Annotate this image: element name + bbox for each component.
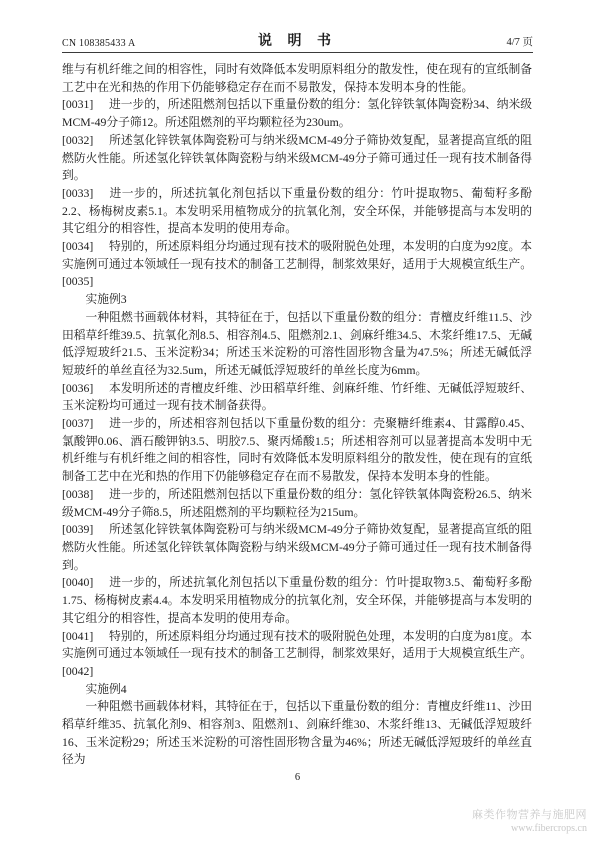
paragraph-number: [0034] <box>62 240 94 254</box>
paragraph-0036 <box>62 380 532 415</box>
paragraph-0040 <box>62 574 532 627</box>
paragraph-0042 <box>62 663 532 769</box>
paragraph-text: 本发明所述的青檀皮纤维、沙田稻草纤维、剑麻纤维、竹纤维、无碱低浮短玻纤、玉米淀粉均可通过一现有技术制备获得。 <box>62 381 532 413</box>
publication-number: CN 108385433 A <box>62 38 136 49</box>
example-heading: 实施例3 <box>85 293 127 307</box>
page-header <box>62 35 533 53</box>
paragraph-number-line <box>62 273 532 291</box>
paragraph-number: [0039] <box>62 523 94 537</box>
paragraph-0041 <box>62 628 532 663</box>
paragraph-text: 所述氢化锌铁氧体陶瓷粉可与纳米级MCM-49分子筛协效复配，显著提高宣纸的阻燃防火性能。所述氢化锌铁氧体陶瓷粉与纳米级MCM-49分子筛可通过任一现有技术制备得到。 <box>62 523 532 572</box>
paragraph-continued <box>62 61 532 96</box>
paragraph-number: [0032] <box>62 133 94 147</box>
paragraph-0039 <box>62 521 532 574</box>
paragraph-number: [0031] <box>62 98 94 112</box>
watermark-site-name: 麻类作物营养与施肥网 <box>472 809 587 821</box>
paragraph-number: [0035] <box>62 275 94 289</box>
paragraph-text: 进一步的，所述阻燃剂包括以下重量份数的组分：氢化锌铁氧体陶瓷粉34、纳米级MCM-49分子筛12。所述阻燃剂的平均颗粒径为230um。 <box>62 98 532 130</box>
paragraph-number: [0038] <box>62 487 94 501</box>
paragraph-text: 一种阻燃书画载体材料，其特征在于，包括以下重量份数的组分：青檀皮纤维11、沙田稻草纤维35、抗氧化剂9、相容剂3、阻燃剂1、剑麻纤维30、木浆纤维13、无碱低浮短玻纤16、玉米淀粉29；所述玉米淀粉的可溶性固形物含量为46%；所述无碱低浮短玻纤的单丝直径为 <box>62 700 532 767</box>
paragraph-number: [0036] <box>62 381 94 395</box>
paragraph-text: 进一步的，所述相容剂包括以下重量份数的组分：壳聚糖纤维素4、甘露醇0.45、氯酸钾0.06、酒石酸钾钠3.5、明胶7.5、聚丙烯酸1.5；所述相容剂可以显著提高本发明中无机纤维与有机纤维之间的相容性，同时有效降低本发明原料组分的散发性，使在现有的宣纸制备工艺中在光和热的作用下仍能够稳定存在而不易散发，保持本发明本身的性能。 <box>62 417 532 484</box>
paragraph-0034 <box>62 238 532 273</box>
example-heading: 实施例4 <box>85 682 127 696</box>
paragraph-number: [0033] <box>62 186 94 200</box>
watermark-site-url: www.fibercrops.cn <box>511 823 587 834</box>
paragraph-0037 <box>62 415 532 486</box>
paragraph-0031 <box>62 96 532 131</box>
paragraph-text: 维与有机纤维之间的相容性，同时有效降低本发明原料组分的散发性，使在现有的宣纸制备工艺中在光和热的作用下仍能够稳定存在而不易散发，保持本发明本身的性能。 <box>62 63 532 94</box>
paragraph-text: 进一步的，所述阻燃剂包括以下重量份数的组分：氢化锌铁氧体陶瓷粉26.5、纳米级MCM-49分子筛8.5，所述阻燃剂的平均颗粒径为215um。 <box>62 487 532 519</box>
paragraph-number: [0041] <box>62 629 94 643</box>
page-number: 6 <box>294 772 301 783</box>
paragraph-0035 <box>62 273 532 379</box>
paragraph-text: 一种阻燃书画载体材料，其特征在于，包括以下重量份数的组分：青檀皮纤维11.5、沙田稻草纤维39.5、抗氧化剂8.5、相容剂4.5、阻燃剂2.1、剑麻纤维34.5、木浆纤维17.5、无碱低浮短玻纤21.5、玉米淀粉34；所述玉米淀粉的可溶性固形物含量为47.5%；所述无碱低浮短玻纤的单丝直径为32.5um，所述无碱低浮短玻纤的单丝长度为6mm。 <box>62 310 532 377</box>
paragraph-text: 所述氢化锌铁氧体陶瓷粉可与纳米级MCM-49分子筛协效复配，显著提高宣纸的阻燃防火性能。所述氢化锌铁氧体陶瓷粉与纳米级MCM-49分子筛可通过任一现有技术制备得到。 <box>62 133 532 183</box>
paragraph-text: 进一步的，所述抗氧化剂包括以下重量份数的组分：竹叶提取物3.5、葡萄籽多酚1.75、杨梅树皮素4.4。本发明采用植物成分的抗氧化剂，安全环保，并能够提高与本发明的其它组分的相容性，提高本发明的使用寿命。 <box>62 576 532 625</box>
paragraph-0032 <box>62 132 532 185</box>
description-body <box>62 61 532 769</box>
paragraph-number: [0042] <box>62 664 94 678</box>
paragraph-number: [0037] <box>62 417 94 431</box>
paragraph-text: 进一步的，所述抗氧化剂包括以下重量份数的组分：竹叶提取物5、葡萄籽多酚2.2、杨梅树皮素5.1。本发明采用植物成分的抗氧化剂，安全环保，并能够提高与本发明的其它组分的相容性，提高本发明的使用寿命。 <box>62 186 532 236</box>
paragraph-text: 特别的，所述原料组分均通过现有技术的吸附脱色处理，本发明的白度为92度。本实施例可通过本领域任一现有技术的制备工艺制得，制浆效果好，适用于大规模宣纸生产。 <box>62 240 532 271</box>
paragraph-number: [0040] <box>62 576 94 590</box>
site-watermark <box>472 809 587 835</box>
paragraph-text: 特别的，所述原料组分均通过现有技术的吸附脱色处理，本发明的白度为81度。本实施例可通过本领域任一现有技术的制备工艺制得，制浆效果好，适用于大规模宣纸生产。 <box>62 629 532 661</box>
section-title: 说 明 书 <box>258 34 337 49</box>
paragraph-number-line <box>62 663 532 681</box>
section-page-indicator: 4/7 页 <box>506 37 533 48</box>
paragraph-0038 <box>62 486 532 521</box>
paragraph-0033 <box>62 185 532 238</box>
